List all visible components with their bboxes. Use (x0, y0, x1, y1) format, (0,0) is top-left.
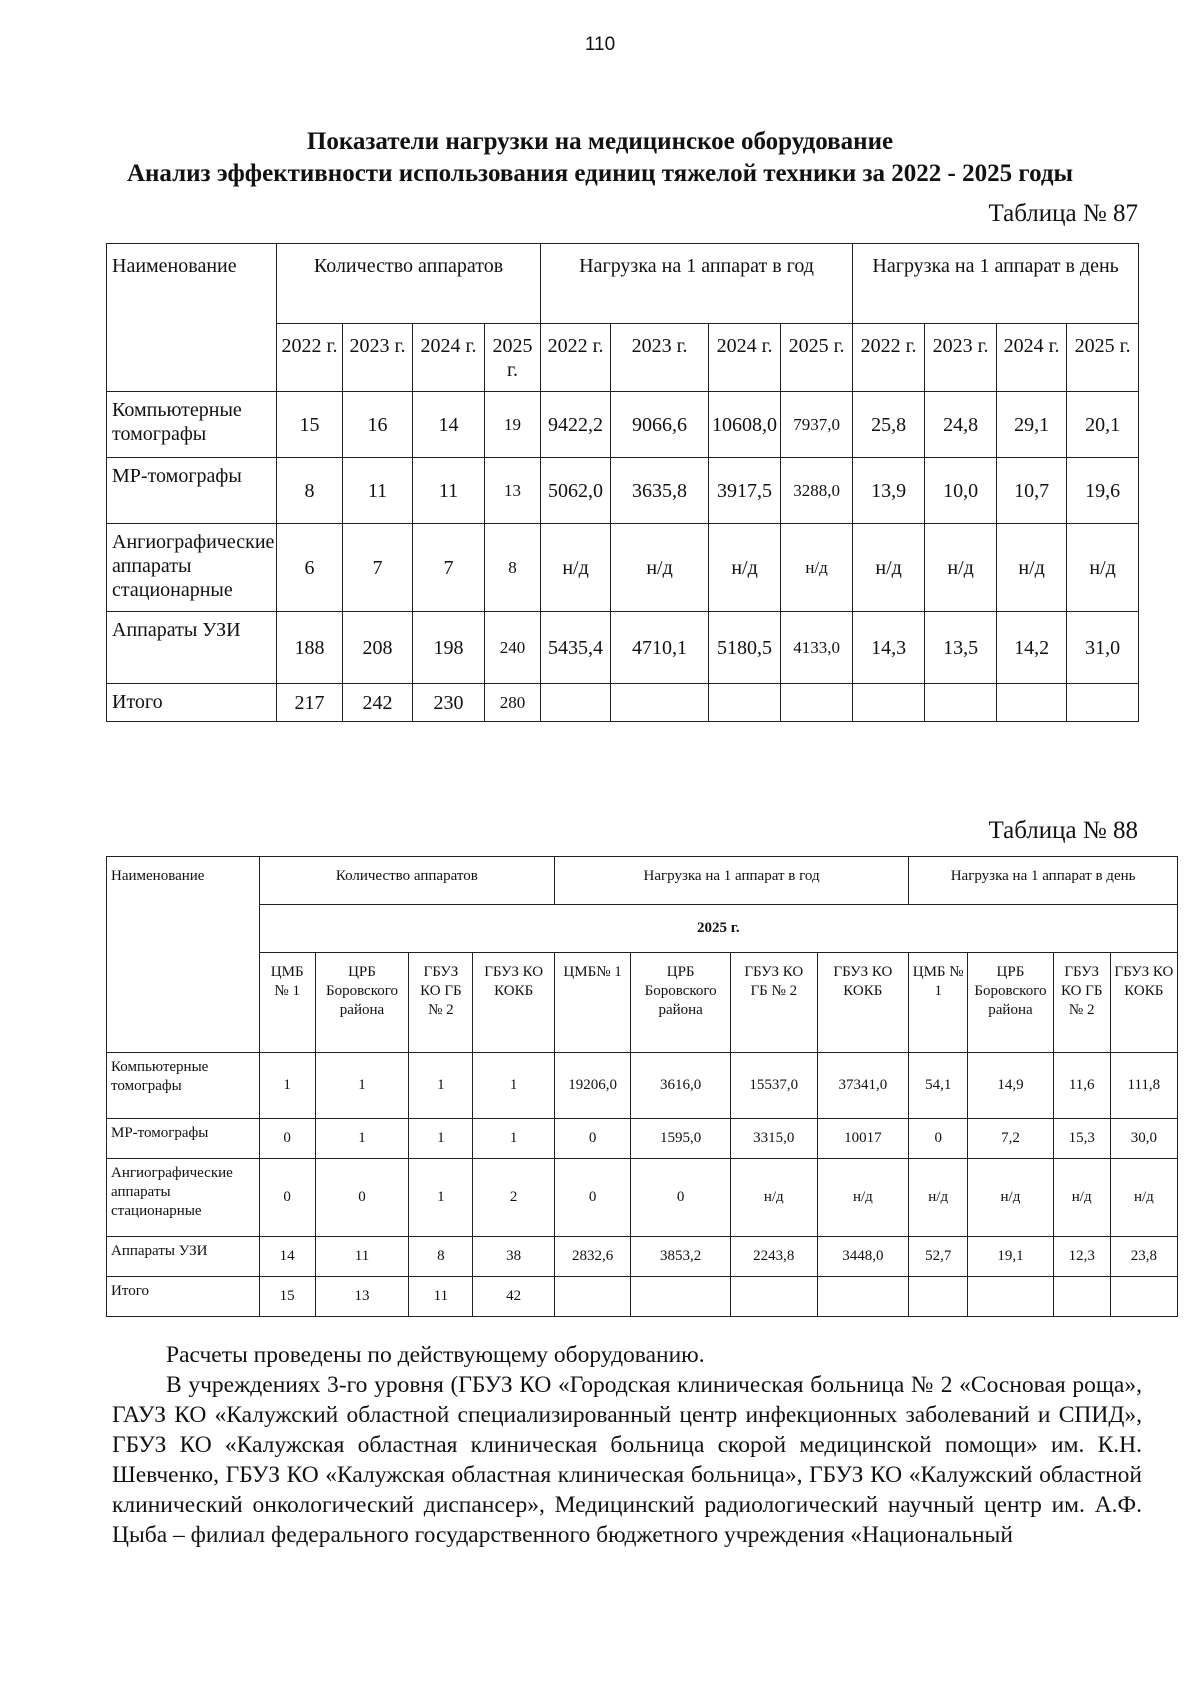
table-cell: 8 (485, 524, 541, 612)
institution-header: ГБУЗ КО ГБ № 2 (409, 953, 473, 1053)
table-cell: 15537,0 (731, 1053, 818, 1119)
table-cell: 0 (631, 1159, 731, 1237)
table-cell: 9422,2 (541, 392, 611, 458)
year-header: 2025 г. (1067, 324, 1139, 392)
table-cell: 12,3 (1053, 1237, 1110, 1277)
year-header: 2022 г. (853, 324, 925, 392)
table-cell: 10,7 (997, 458, 1067, 524)
year-header: 2024 г. (709, 324, 781, 392)
table-cell: 23,8 (1110, 1237, 1177, 1277)
table-cell: 9066,6 (611, 392, 709, 458)
table-cell: 19 (485, 392, 541, 458)
table-cell: 13,5 (925, 612, 997, 684)
paragraph-1: Расчеты проведены по действующему оборудованию. (166, 1342, 705, 1368)
table-cell (997, 684, 1067, 722)
institution-header: ГБУЗ КО КОКБ (1110, 953, 1177, 1053)
table-row (107, 1119, 1178, 1159)
row-name: Компьютерные томографы (107, 1053, 260, 1119)
institution-header: ЦРБ Боровского района (968, 953, 1054, 1053)
table-cell (1110, 1277, 1177, 1317)
table-cell: 11 (343, 458, 413, 524)
table-cell: 7 (343, 524, 413, 612)
table-cell: 0 (554, 1119, 630, 1159)
table-cell: 0 (315, 1159, 409, 1237)
table-cell: 1 (315, 1053, 409, 1119)
table-cell: 19,6 (1067, 458, 1139, 524)
table-cell: 5435,4 (541, 612, 611, 684)
table-cell: 16 (343, 392, 413, 458)
table-cell: 11 (409, 1277, 473, 1317)
table-cell: 3448,0 (817, 1237, 909, 1277)
table-cell: 0 (259, 1159, 315, 1237)
table-cell: 11,6 (1053, 1053, 1110, 1119)
institution-header: ЦРБ Боровского района (315, 953, 409, 1053)
table-cell: н/д (1053, 1159, 1110, 1237)
institution-header: ГБУЗ КО КОКБ (473, 953, 554, 1053)
table-cell: н/д (968, 1159, 1054, 1237)
table-cell: 280 (485, 684, 541, 722)
table-cell: 7,2 (968, 1119, 1054, 1159)
header-year: 2025 г. (259, 905, 1177, 953)
table-row (107, 612, 1139, 684)
institution-header: ГБУЗ КО ГБ № 2 (1053, 953, 1110, 1053)
table-cell (631, 1277, 731, 1317)
table-cell (925, 684, 997, 722)
table-cell: 230 (413, 684, 485, 722)
table-row (107, 458, 1139, 524)
table-cell: 3616,0 (631, 1053, 731, 1119)
table-cell: 2832,6 (554, 1237, 630, 1277)
table-cell: 3288,0 (781, 458, 853, 524)
table-cell: 11 (413, 458, 485, 524)
table-cell: 29,1 (997, 392, 1067, 458)
body-text (112, 1340, 1142, 1550)
table-cell (709, 684, 781, 722)
table-row (107, 684, 1139, 722)
table-cell: 3917,5 (709, 458, 781, 524)
table-cell: 11 (315, 1237, 409, 1277)
header-load-day: Нагрузка на 1 аппарат в день (909, 857, 1178, 905)
table-cell (554, 1277, 630, 1317)
table-cell: 4710,1 (611, 612, 709, 684)
header-load-year: Нагрузка на 1 аппарат в год (541, 244, 853, 324)
row-name: Компьютерные томографы (107, 392, 277, 458)
year-header: 2024 г. (997, 324, 1067, 392)
table-cell: 2243,8 (731, 1237, 818, 1277)
table-88 (106, 856, 1178, 1317)
year-header: 2024 г. (413, 324, 485, 392)
table-cell: н/д (997, 524, 1067, 612)
table-cell: 217 (277, 684, 343, 722)
table-cell: 111,8 (1110, 1053, 1177, 1119)
table-cell: н/д (925, 524, 997, 612)
table-cell: 19,1 (968, 1237, 1054, 1277)
table-cell: н/д (853, 524, 925, 612)
table-cell: н/д (611, 524, 709, 612)
table-cell: 54,1 (909, 1053, 968, 1119)
table-cell: 7937,0 (781, 392, 853, 458)
table-cell: 1 (259, 1053, 315, 1119)
table-row (107, 392, 1139, 458)
table-cell: 6 (277, 524, 343, 612)
table-cell: 13,9 (853, 458, 925, 524)
table-cell: 14,2 (997, 612, 1067, 684)
institution-header: ЦМБ № 1 (259, 953, 315, 1053)
table-cell: 30,0 (1110, 1119, 1177, 1159)
table-cell (909, 1277, 968, 1317)
table-cell (731, 1277, 818, 1317)
header-name: Наименование (107, 244, 277, 392)
table-cell: н/д (1067, 524, 1139, 612)
table-cell: 3853,2 (631, 1237, 731, 1277)
row-name: Ангиографические аппараты стационарные (107, 1159, 260, 1237)
table-cell: 10017 (817, 1119, 909, 1159)
table-cell: 15,3 (1053, 1119, 1110, 1159)
header-count: Количество аппаратов (277, 244, 541, 324)
table-cell: н/д (541, 524, 611, 612)
table-cell: 10608,0 (709, 392, 781, 458)
table-cell: 8 (277, 458, 343, 524)
table-cell (1067, 684, 1139, 722)
table-cell: 1 (315, 1119, 409, 1159)
table-88-caption: Таблица № 88 (988, 817, 1138, 844)
row-name: Аппараты УЗИ (107, 1237, 260, 1277)
header-count: Количество аппаратов (259, 857, 554, 905)
table-cell: 25,8 (853, 392, 925, 458)
header-load-day: Нагрузка на 1 аппарат в день (853, 244, 1139, 324)
table-cell (541, 684, 611, 722)
year-header: 2023 г. (925, 324, 997, 392)
table-cell: 13 (485, 458, 541, 524)
table-cell: 3635,8 (611, 458, 709, 524)
institution-header: ГБУЗ КО КОКБ (817, 953, 909, 1053)
table-cell: 8 (409, 1237, 473, 1277)
table-cell: 14 (259, 1237, 315, 1277)
table-87-caption: Таблица № 87 (988, 200, 1138, 227)
table-row (107, 1277, 1178, 1317)
table-cell: 198 (413, 612, 485, 684)
table-cell (781, 684, 853, 722)
table-cell (968, 1277, 1054, 1317)
table-cell: 14,9 (968, 1053, 1054, 1119)
year-header: 2023 г. (611, 324, 709, 392)
row-name: Ангиографические аппараты стационарные (107, 524, 277, 612)
table-row (107, 1159, 1178, 1237)
table-cell: 38 (473, 1237, 554, 1277)
year-header: 2025 г. (485, 324, 541, 392)
table-cell: 2 (473, 1159, 554, 1237)
table-cell (853, 684, 925, 722)
table-row (107, 524, 1139, 612)
table-cell: 10,0 (925, 458, 997, 524)
table-cell: 15 (277, 392, 343, 458)
table-cell: н/д (709, 524, 781, 612)
table-cell: 14,3 (853, 612, 925, 684)
table-cell: 4133,0 (781, 612, 853, 684)
table-cell: 24,8 (925, 392, 997, 458)
row-name: Итого (107, 1277, 260, 1317)
table-cell: 1595,0 (631, 1119, 731, 1159)
table-cell: 0 (259, 1119, 315, 1159)
table-cell: 1 (473, 1119, 554, 1159)
table-cell (1053, 1277, 1110, 1317)
year-header: 2022 г. (541, 324, 611, 392)
table-cell: 5180,5 (709, 612, 781, 684)
table-cell: 1 (409, 1119, 473, 1159)
header-load-year: Нагрузка на 1 аппарат в год (554, 857, 908, 905)
row-name: Итого (107, 684, 277, 722)
year-header: 2022 г. (277, 324, 343, 392)
table-cell: 1 (409, 1053, 473, 1119)
year-header: 2023 г. (343, 324, 413, 392)
table-cell: 31,0 (1067, 612, 1139, 684)
row-name: МР-томографы (107, 1119, 260, 1159)
row-name: МР-томографы (107, 458, 277, 524)
table-cell: 1 (409, 1159, 473, 1237)
paragraph-2: В учреждениях 3-го уровня (ГБУЗ КО «Городская клиническая больница № 2 «Сосновая роща», ГАУЗ КО «Калужский областной специализированный центр инфекционных заболеваний и СПИД», ГБУЗ КО «Калужская областная клиническая больница скорой медицинской помощи» им. К.Н. Шевченко, ГБУЗ КО «Калужская областная клиническая больница», ГБУЗ КО «Калужский областной клинический онкологический диспансер», Медицинский радиологический научный центр им. А.Ф. Цыба – филиал федерального государственного бюджетного учреждения «Национальный (112, 1372, 1142, 1548)
table-cell: н/д (817, 1159, 909, 1237)
title-line-2: Анализ эффективности использования единиц тяжелой техники за 2022 - 2025 годы (126, 160, 1074, 187)
table-cell: 240 (485, 612, 541, 684)
table-row (107, 1237, 1178, 1277)
institution-header: ГБУЗ КО ГБ № 2 (731, 953, 818, 1053)
institution-header: ЦМБ№ 1 (554, 953, 630, 1053)
header-name: Наименование (107, 857, 260, 1053)
table-cell: 1 (473, 1053, 554, 1119)
table-cell: н/д (781, 524, 853, 612)
row-name: Аппараты УЗИ (107, 612, 277, 684)
table-cell: 3315,0 (731, 1119, 818, 1159)
institution-header: ЦРБ Боровского района (631, 953, 731, 1053)
table-cell: 188 (277, 612, 343, 684)
table-cell: н/д (909, 1159, 968, 1237)
year-header: 2025 г. (781, 324, 853, 392)
table-cell: 208 (343, 612, 413, 684)
table-cell: 20,1 (1067, 392, 1139, 458)
table-cell (817, 1277, 909, 1317)
institution-header: ЦМБ № 1 (909, 953, 968, 1053)
table-cell: 5062,0 (541, 458, 611, 524)
table-cell: 52,7 (909, 1237, 968, 1277)
table-cell: 15 (259, 1277, 315, 1317)
title-line-1: Показатели нагрузки на медицинское оборудование (306, 128, 894, 155)
table-cell: 42 (473, 1277, 554, 1317)
table-cell: 14 (413, 392, 485, 458)
page-number: 110 (584, 34, 616, 55)
table-cell: 7 (413, 524, 485, 612)
table-87 (106, 243, 1139, 722)
table-cell: 37341,0 (817, 1053, 909, 1119)
table-cell: н/д (1110, 1159, 1177, 1237)
table-cell (611, 684, 709, 722)
table-cell: н/д (731, 1159, 818, 1237)
table-cell: 242 (343, 684, 413, 722)
page-title (60, 126, 1140, 190)
table-cell: 13 (315, 1277, 409, 1317)
table-row (107, 1053, 1178, 1119)
table-cell: 0 (909, 1119, 968, 1159)
table-cell: 0 (554, 1159, 630, 1237)
table-cell: 19206,0 (554, 1053, 630, 1119)
